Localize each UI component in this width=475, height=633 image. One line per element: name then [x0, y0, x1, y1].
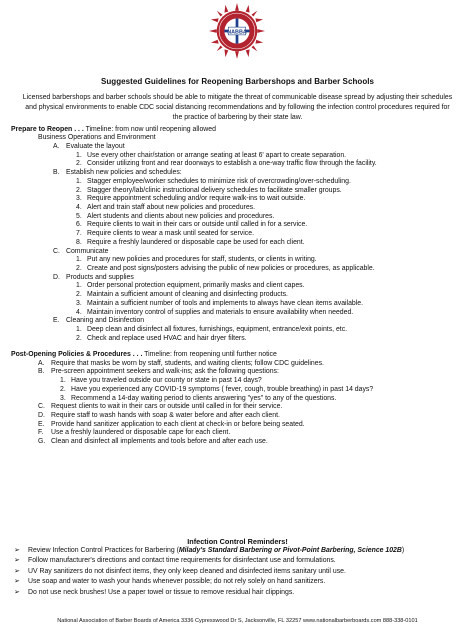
item-number: 2. — [76, 265, 82, 273]
item-text: Require clients to wait in their cars or outside until called in for a service. — [87, 221, 308, 229]
section-label: Cleaning and Disinfection — [66, 317, 145, 325]
section-heading-post: Post-Opening Policies & Procedures — [11, 351, 131, 358]
reminder-reference: Milady's Standard Barbering or Pivot-Point Barbering, Science 102B — [178, 547, 402, 554]
list-item — [76, 335, 247, 344]
item-letter: G. — [38, 438, 46, 446]
item-text: Require staff to wash hands with soap & water before and after each client. — [51, 412, 280, 420]
item-number: 1. — [60, 377, 66, 385]
list-item — [76, 204, 255, 213]
reminder-item — [14, 556, 464, 566]
item-letter: E. — [38, 420, 45, 428]
item-number: 3. — [76, 195, 82, 203]
post-heading-line — [11, 351, 277, 360]
list-item — [76, 239, 305, 248]
prepare-section-c — [53, 248, 109, 257]
item-text: Alert and train staff about new policies and procedures. — [87, 203, 256, 211]
list-item — [76, 187, 342, 196]
list-item — [76, 282, 305, 291]
item-text: Require a freshly laundered or disposable cape be used for each client. — [87, 238, 305, 246]
post-item-b — [38, 368, 279, 377]
post-item-e — [38, 421, 305, 430]
reminder-text: UV Ray sanitizers do not disinfect items, they only keep cleaned and disinfected items sanitary until use. — [28, 567, 346, 575]
arrow-bullet-icon: ➢ — [14, 578, 20, 586]
section-letter: A. — [53, 142, 60, 150]
item-number: 1. — [76, 151, 82, 159]
item-text: Put any new policies and procedures for staff, students, or clients in writing. — [87, 256, 317, 264]
list-item — [76, 309, 353, 318]
item-number: 2. — [60, 385, 66, 393]
item-number: 5. — [76, 212, 82, 220]
item-text: Require that masks be worn by staff, students, and waiting clients; follow CDC guidelines. — [51, 359, 324, 367]
infection-control-title: Infection Control Reminders! — [187, 537, 288, 546]
list-item — [76, 178, 351, 187]
item-text: Maintain a sufficient amount of cleaning and disinfecting products. — [87, 291, 288, 299]
footer-contact: National Association of Barber Boards of America 3336 Cypresswood Dr S, Jacksonville, FL 32257 www.nationalbarberboards.com 888-338-0101 — [57, 618, 418, 624]
item-letter: C. — [38, 403, 45, 411]
item-text: Pre-screen appointment seekers and walk-ins; ask the following questions: — [51, 368, 279, 376]
arrow-bullet-icon: ➢ — [14, 557, 20, 565]
reminder-text: Do not use neck brushes! Use a paper towel or tissue to remove residual hair clippings. — [28, 588, 295, 596]
item-text: Deep clean and disinfect all fixtures, furnishings, equipment, entrance/exit points, etc. — [87, 326, 348, 334]
section-label: Establish new policies and schedules: — [66, 169, 182, 177]
item-number: 1. — [76, 256, 82, 264]
arrow-bullet-icon: ➢ — [14, 547, 20, 554]
timeline-post: Timeline: from reopening until further notice — [144, 351, 277, 358]
item-letter: D. — [38, 412, 45, 420]
heading-dots: . . . — [74, 125, 84, 133]
item-text: Request clients to wait in their cars or outside until called in for their service. — [51, 403, 283, 411]
item-text: Require clients to wear a mask until seated for service. — [87, 230, 254, 238]
reminder-item — [14, 546, 464, 556]
item-number: 4. — [76, 203, 82, 211]
item-number: 8. — [76, 238, 82, 246]
item-text: Recommend a 14-day waiting period to clients answering "yes" to any of the questions. — [71, 394, 337, 402]
item-number: 1. — [76, 282, 82, 290]
item-text: Provide hand sanitizer application to each client at check-in or before being seated. — [51, 420, 305, 428]
item-number: 2. — [76, 291, 82, 299]
list-item — [76, 326, 347, 335]
section-letter: E. — [53, 317, 60, 325]
item-number: 4. — [76, 308, 82, 316]
reminder-item — [14, 567, 464, 577]
prepare-section-a — [53, 143, 125, 152]
list-item — [76, 256, 317, 265]
item-text: Use a freshly laundered or disposable cape for each client. — [51, 429, 231, 437]
prepare-section-e — [53, 317, 144, 326]
list-item — [76, 160, 377, 169]
item-number: 3. — [60, 394, 66, 402]
reminder-text: Use soap and water to wash your hands whenever possible; do not rely solely on hand sanitizers. — [28, 578, 326, 586]
list-item — [76, 152, 346, 161]
reminder-item — [14, 588, 464, 598]
list-item — [76, 230, 254, 239]
business-ops-line — [38, 134, 156, 143]
arrow-bullet-icon: ➢ — [14, 588, 20, 596]
item-text: Order personal protection equipment, primarily masks and client capes. — [87, 282, 305, 290]
item-text: Require appointment scheduling and/or require walk-ins to wait outside. — [87, 195, 306, 203]
item-letter: F. — [38, 429, 44, 437]
item-number: 1. — [76, 326, 82, 334]
prepare-heading-line — [11, 126, 216, 135]
item-number: 2. — [76, 334, 82, 342]
item-text: Have you traveled outside our county or state in past 14 days? — [71, 377, 262, 385]
section-letter: B. — [53, 169, 60, 177]
post-item-a — [38, 360, 324, 369]
item-letter: A. — [38, 359, 45, 367]
logo-lettering: NABBA — [227, 29, 247, 36]
item-number: 3. — [76, 299, 82, 307]
intro-paragraph: Licensed barbershops and barber schools should be able to mitigate the threat of communicable disease spread by adjusting their schedules and physical environments to enable CDC social distancing recommendations and by following the infection control procedures required for the practice of barbering by their state law. — [22, 94, 453, 121]
item-text: Clean and disinfect all implements and tools before and after each use. — [51, 438, 268, 446]
item-text: Have you experienced any COVID-19 symptoms ( fever, cough, trouble breathing) in past 14 days? — [71, 385, 374, 393]
item-text: Maintain inventory control of supplies and materials to ensure availability when needed. — [87, 308, 354, 316]
list-item — [76, 300, 363, 309]
reminder-text: Review Infection Control Practices for Barbering ( — [28, 547, 179, 554]
business-ops-subheading: Business Operations and Environment — [38, 134, 156, 142]
reminder-text: Follow manufacturer's directions and contact time requirements for disinfectant use and formulations. — [28, 557, 336, 565]
section-label: Evaluate the layout — [66, 142, 125, 150]
reminder-text-end: ) — [401, 547, 405, 554]
infection-control-list — [14, 546, 464, 598]
reminder-item — [14, 577, 464, 587]
prepare-section-d — [53, 274, 134, 283]
item-number: 2. — [76, 186, 82, 194]
list-item — [76, 265, 375, 274]
item-text: Consider utilizing front and rear doorways to establish a one-way traffic flow through the facility. — [87, 160, 377, 168]
item-letter: B. — [38, 368, 45, 376]
item-number: 6. — [76, 221, 82, 229]
heading-dots: . . . — [132, 351, 143, 358]
post-item-d — [38, 412, 280, 421]
list-item — [76, 195, 305, 204]
item-number: 1. — [76, 177, 82, 185]
list-item — [76, 221, 307, 230]
section-label: Products and supplies — [66, 273, 134, 281]
prescreen-question — [60, 377, 262, 386]
item-number: 2. — [76, 160, 82, 168]
item-text: Maintain a sufficient number of tools and implements to always have clean items available. — [87, 299, 364, 307]
arrow-bullet-icon: ➢ — [14, 567, 20, 575]
post-item-g — [38, 438, 268, 447]
prescreen-question — [60, 395, 336, 404]
nabba-seal-logo — [208, 2, 266, 60]
item-text: Alert students and clients about new policies and procedures. — [87, 212, 275, 220]
prescreen-question — [60, 386, 373, 395]
timeline-prepare: Timeline: from now until reopening allowed — [85, 125, 216, 133]
post-item-c — [38, 403, 282, 412]
document-title: Suggested Guidelines for Reopening Barbershops and Barber Schools — [100, 77, 375, 86]
list-item — [76, 291, 288, 300]
item-text: Check and replace used HVAC and hair dryer filters. — [87, 334, 247, 342]
item-text: Stagger theory/lab/clinic instructional delivery schedules to facilitate smaller groups. — [87, 186, 342, 194]
item-number: 7. — [76, 230, 82, 238]
section-letter: C. — [53, 247, 60, 255]
list-item — [76, 213, 274, 222]
section-label: Communicate — [66, 247, 109, 255]
post-item-f — [38, 429, 230, 438]
item-text: Stagger employee/worker schedules to minimize risk of overcrowding/over-scheduling. — [87, 177, 351, 185]
prepare-section-b — [53, 169, 182, 178]
section-heading-prepare: Prepare to Reopen — [11, 125, 73, 133]
section-letter: D. — [53, 273, 60, 281]
item-text: Create and post signs/posters advising the public of new policies or procedures, as applicable. — [87, 265, 375, 273]
item-text: Use every other chair/station or arrange seating at least 6' apart to create separation. — [87, 151, 347, 159]
